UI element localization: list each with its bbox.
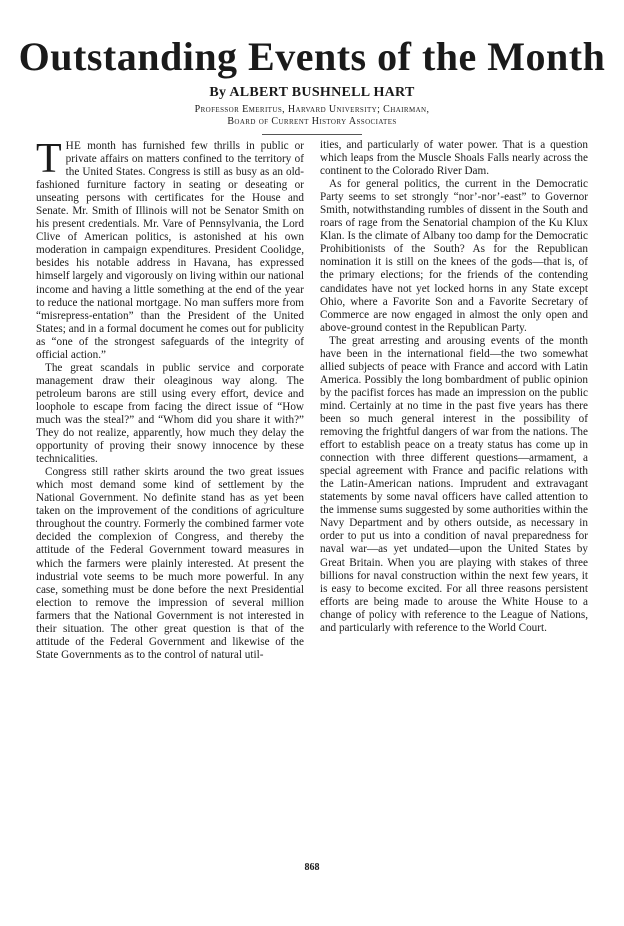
paragraph-international: The great arresting and arousing events of the month have been in the international field—the two somewhat allied subjects of peace with France and accord with Latin America. Possibly the long bombardment of public opinion by the pacifist forces has made an impression on the public mind. Certainly at no time in the past five years has there been so much general interest in the possibility of removing the frightful dangers of war from the nations. The effort to establish peace on a treaty status has come up in connection with three different questions—armament, a special agreement with France and pacific relations with the Latin-American nations. Imprudent and extravagant statements by some naval officers have called attention to the immense sums suggested by some authorities within the Navy Department and by others outside, as necessary in order to put us into a condition of naval preparedness for naval war—as yet undated—upon the United States by Great Britain. When you are playing with stakes of three billions for naval construction within the next few years, it is easy to become excited. For all three reasons persistent efforts are being made to arouse the White House to a change of policy with reference to the League of Nations, and particularly with reference to the World Court. xyxy=(320,334,588,634)
paragraph-congress: Congress still rather skirts around the two great issues which most demand some kind of settlement by the National Government. No definite stand has as yet been taken on the improvement of the conditions of agriculture throughout the country. Formerly the combined farmer vote decided the complexion of Congress, and thereby the attitude of the Federal Government toward measures in which the farmers were plainly interested. At present the industrial vote seems to be much more powerful. In any case, something must be done before the next Presidential election to remove the impression of several million farmers that the National Government is not interested in their situation. The other great question is that of the attitude of the Federal Government and likewise of the State Governments as to the control of natural util- xyxy=(36,466,304,661)
author-affiliation-line1: Professor Emeritus, Harvard University; Chairman, xyxy=(194,104,430,115)
paragraph-opening xyxy=(36,136,304,362)
opening-word-caps: HE xyxy=(65,140,82,152)
paragraph-politics: As for general politics, the current in the Democratic Party seems to set strongly “nor’-nor’-east” to Governor Smith, notwithstanding rumbles of dissent in the South and roars of rage from the Senatorial champion of the Ku Klux Klan. Is the climate of Albany too damp for the Democratic Prohibitionists of the South? As for the Republican nomination it is still on the knees of the gods—that is, of the primary elections; for the friends of the contending candidates have not yet locked horns in any State except Ohio, where a Favorite Son and a Favorite Secretary of Commerce are now engaged in almost the only open and above-ground contest in the Republican Party. xyxy=(320,178,588,334)
author-byline: By ALBERT BUSHNELL HART xyxy=(209,85,415,100)
paragraph-scandals: The great scandals in public service and corporate management draw their oleaginous way along. The petroleum barons are still using every effort, device and loophole to escape from facing the direct issue of “How much was the steal?” and “Whom did you share it with?” They do not realize, apparently, how much they delay the opportunity of proving their snowy innocence by these technicalities. xyxy=(36,361,304,466)
author-affiliation-line2: Board of Current History Associates xyxy=(227,116,397,127)
paragraph-continuation: ities, and particularly of water power. That is a question which leaps from the Muscle Shoals Falls nearly across the continent to the Colorado River Dam. xyxy=(320,139,588,178)
left-column xyxy=(36,136,304,662)
page-number: 868 xyxy=(304,862,320,873)
paragraph-text: month has furnished few thrills in public or private affairs on matters confined to the territory of the United States. Congress is still as busy as an old-fashioned furniture factory in seating or deseating or unseating persons with certificates for the House and Senate. Mr. Smith of Illinois will not be Senator Smith on his present credentials. Mr. Vare of Pennsylvania, the Lord Clive of American politics, is astonished at his own moderation in campaign expenditures. President Coolidge, besides his notable address in Havana, has expressed himself largely and vigorously on living within our national income and having a little something at the end of the year to reduce the national mortgage. No man suffers more from “misrepress-entation” than the President of the United States; and in a formal document he comes out for publicity as “one of the strongest safeguards of the integrity of official action.” xyxy=(36,140,304,361)
drop-cap: T xyxy=(36,136,62,182)
article-title: Outstanding Events of the Month xyxy=(18,34,606,79)
title-divider xyxy=(262,134,362,135)
right-column xyxy=(320,139,588,635)
